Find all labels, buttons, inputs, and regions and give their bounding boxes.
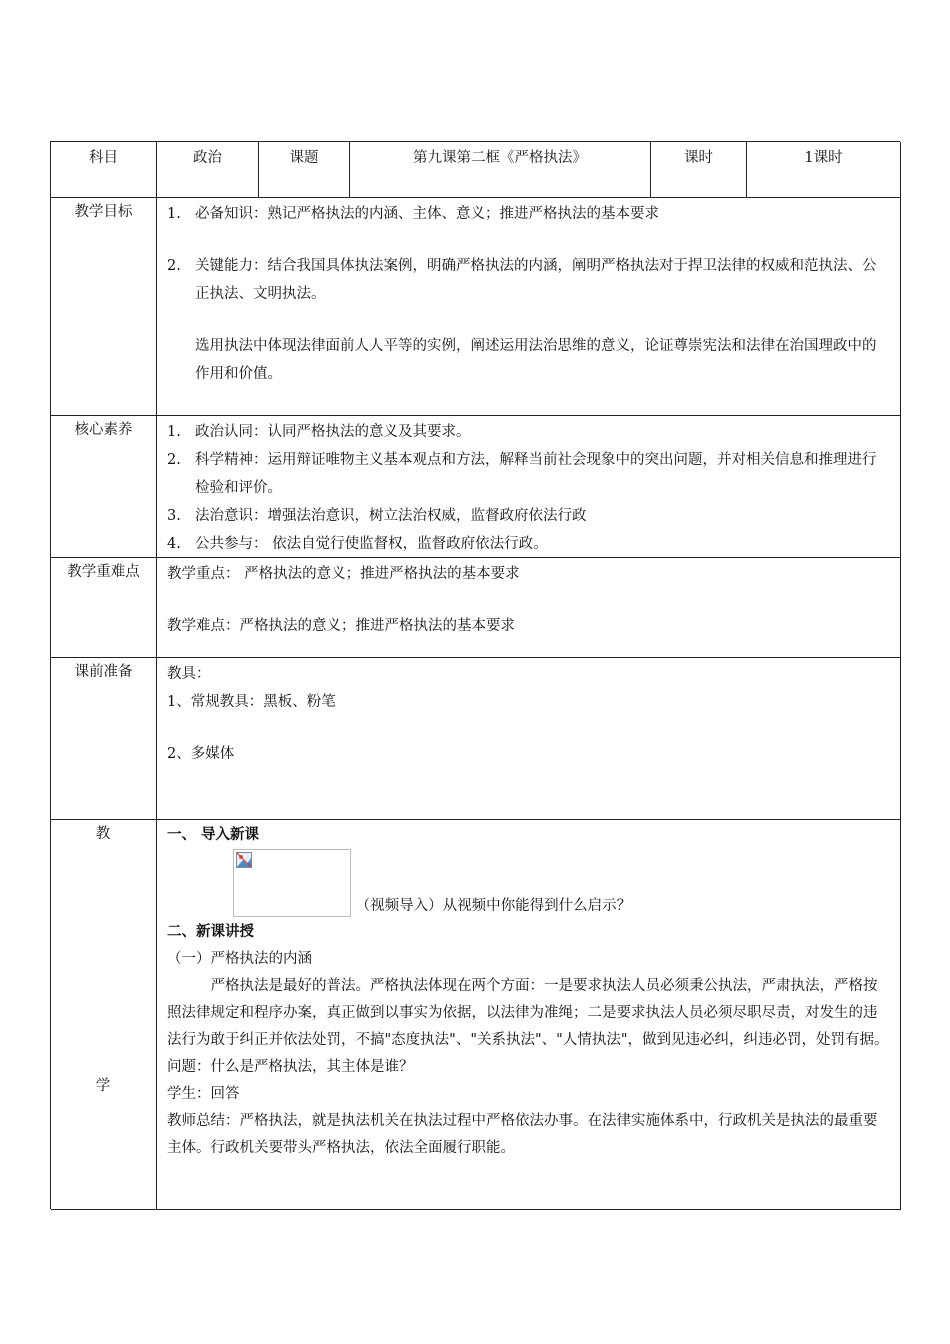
- objective-text: 关键能力：结合我国具体执法案例，明确严格执法的内涵，阐明严格执法对于捍卫法律的权威和范执法、公正执法、文明执法。: [195, 258, 877, 302]
- competence-text: 公共参与： 依法自觉行使监督权，监督政府依法行政。: [195, 536, 548, 552]
- process-content: [157, 820, 901, 1210]
- student-response: 学生：回答: [167, 1086, 240, 1102]
- objective-number: 2.: [167, 258, 181, 274]
- objective-item: [167, 200, 890, 228]
- competence-number: 4.: [167, 536, 181, 552]
- preparation-label: 课前准备: [51, 658, 157, 820]
- topic-value: 第九课第二框《严格执法》: [350, 142, 651, 198]
- video-caption: （视频导入）从视频中你能得到什么启示？: [355, 898, 632, 914]
- competence-content: [157, 416, 901, 558]
- video-block: [167, 849, 890, 919]
- competence-number: 3.: [167, 508, 181, 524]
- hours-label: 课时: [651, 142, 747, 198]
- objectives-label: 教学目标: [51, 198, 157, 416]
- teaching-difficulty: 教学难点：严格执法的意义；推进严格执法的基本要求: [167, 618, 515, 634]
- content-paragraph: 严格执法是最好的普法。严格执法体现在两个方面：一是要求执法人员必须秉公执法，严肃执法，严格按照法律规定和程序办案，真正做到以事实为依据，以法律为准绳；二是要求执法人员必须尽职尽责，对发生的违法行为敢于纠正并依法处罚，不搞"态度执法"、"关系执法"、"人情执法"，做到见违必纠，纠违必罚，处罚有据。: [167, 978, 889, 1048]
- competence-text: 法治意识：增强法治意识，树立法治权威，监督政府依法行政: [195, 508, 587, 524]
- competence-text: 科学精神：运用辩证唯物主义基本观点和方法，解释当前社会现象中的突出问题，并对相关信息和推理进行检验和评价。: [195, 452, 877, 496]
- objectives-content: [157, 198, 901, 416]
- process-label-bottom: 学: [95, 1078, 111, 1094]
- process-label-top: 教: [95, 826, 111, 842]
- hours-value: 1课时: [747, 142, 901, 198]
- preparation-item: 1、常规教具：黑板、粉笔: [167, 694, 336, 710]
- topic-label: 课题: [259, 142, 350, 198]
- keypoints-content: [157, 558, 901, 658]
- competence-text: 政治认同：认同严格执法的意义及其要求。: [195, 424, 471, 440]
- teaching-focus: 教学重点： 严格执法的意义；推进严格执法的基本要求: [167, 566, 520, 582]
- preparation-content: [157, 658, 901, 820]
- section-heading: 一、 导入新课: [167, 827, 260, 843]
- competence-item: [167, 446, 890, 502]
- section-heading: 二、新课讲授: [167, 924, 254, 940]
- keypoints-label: 教学重难点: [51, 558, 157, 658]
- teacher-summary: 教师总结：严格执法，就是执法机关在执法过程中严格依法办事。在法律实施体系中，行政机关是执法的最重要主体。行政机关要带头严格执法，依法全面履行职能。: [167, 1113, 878, 1156]
- competence-item: [167, 418, 890, 446]
- subject-value: 政治: [157, 142, 259, 198]
- subsection-heading: （一）严格执法的内涵: [167, 951, 312, 967]
- competence-item: [167, 502, 890, 530]
- video-image-placeholder[interactable]: [233, 849, 351, 917]
- subject-label: 科目: [51, 142, 157, 198]
- objective-text: 必备知识：熟记严格执法的内涵、主体、意义；推进严格执法的基本要求: [195, 206, 659, 222]
- competence-number: 2.: [167, 452, 181, 468]
- process-label-cell: [51, 820, 157, 1210]
- competence-item: [167, 530, 890, 558]
- broken-image-icon: [236, 852, 252, 868]
- competence-label: 核心素养: [51, 416, 157, 558]
- objective-extra: 选用执法中体现法律面前人人平等的实例，阐述运用法治思维的意义，论证尊崇宪法和法律在治国理政中的作用和价值。: [195, 338, 877, 382]
- preparation-item: 2、多媒体: [167, 746, 235, 762]
- objective-number: 1.: [167, 206, 181, 222]
- question-text: 问题：什么是严格执法，其主体是谁？: [167, 1059, 414, 1075]
- lesson-plan-table: [50, 141, 900, 1209]
- competence-number: 1.: [167, 424, 181, 440]
- preparation-title: 教具：: [167, 666, 211, 682]
- objective-item: [167, 252, 890, 308]
